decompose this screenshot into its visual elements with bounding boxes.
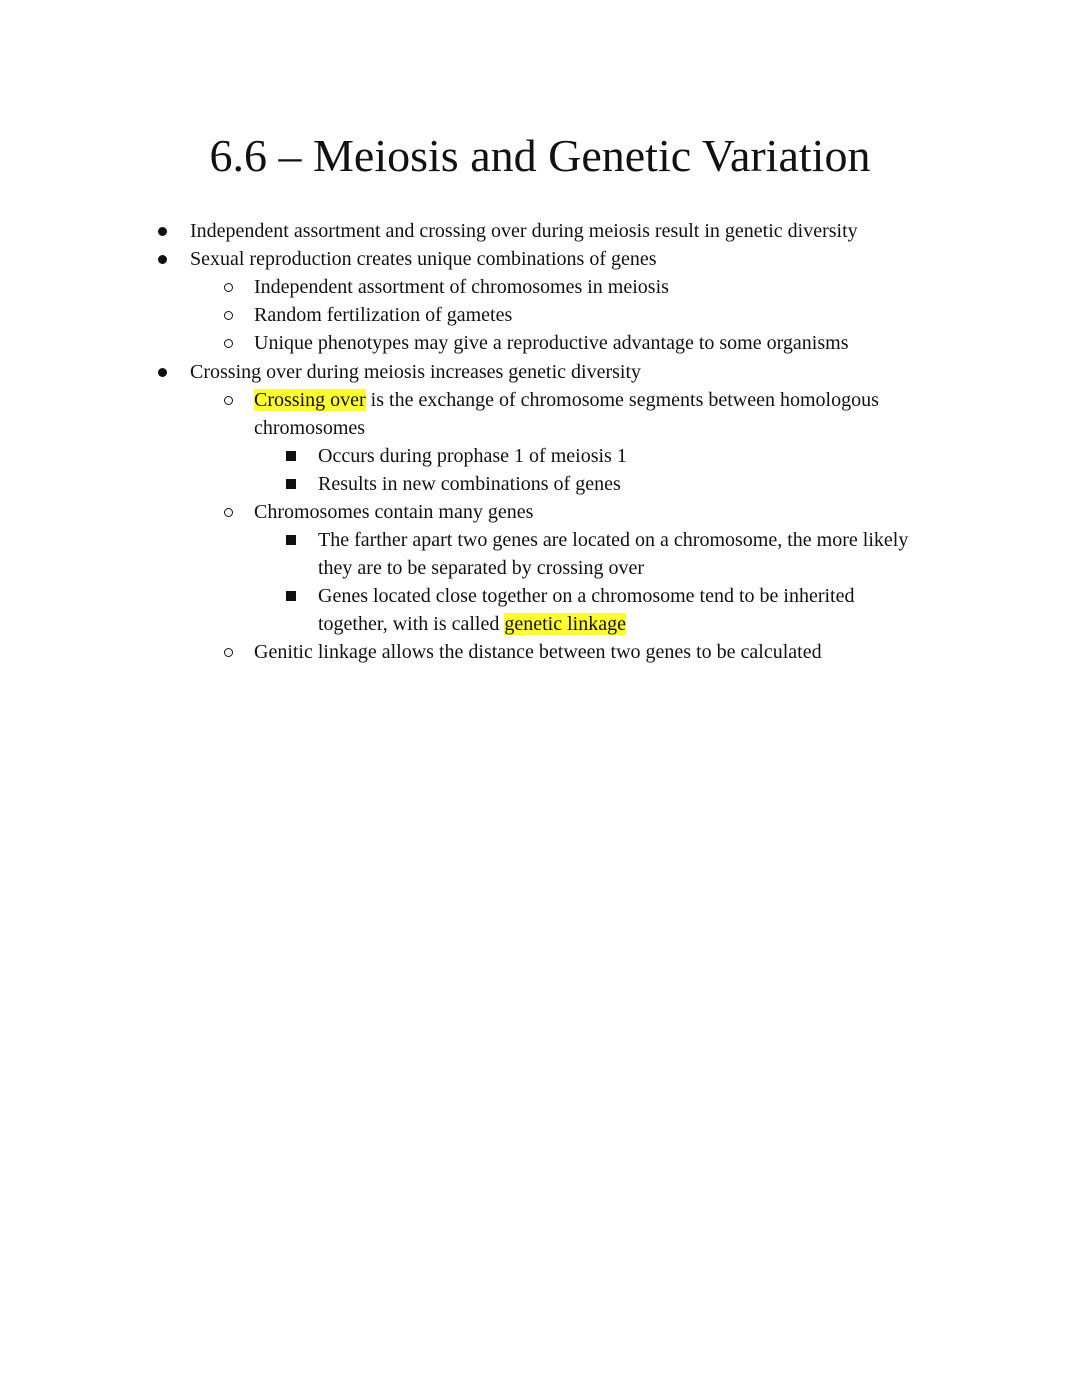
list-item-text: together, with is called [318,613,505,635]
disc-bullet-icon [158,217,167,236]
list-item: Crossing over during meiosis increases genetic diversity [190,361,642,383]
list-item: Sexual reproduction creates unique combinations of genes [190,248,657,270]
list-item: The farther apart two genes are located on a chromosome, the more likely [318,529,909,551]
square-bullet-icon [286,442,296,461]
list-item: Occurs during prophase 1 of meiosis 1 [318,445,627,467]
list-item-continuation [318,610,626,638]
list-item: Genes located close together on a chromosome tend to be inherited [318,585,855,607]
list-item: Unique phenotypes may give a reproductive advantage to some organisms [254,332,849,354]
list-item: Chromosomes contain many genes [254,501,534,523]
highlighted-term: Crossing over [254,389,366,411]
list-item-continuation: they are to be separated by crossing over [318,557,644,579]
list-item-text: is the exchange of chromosome segments between homologous [365,389,879,411]
disc-bullet-icon [158,245,167,264]
list-item: Genitic linkage allows the distance between two genes to be calculated [254,641,822,663]
circle-bullet-icon [224,638,233,657]
circle-bullet-icon [224,498,233,517]
list-item: Independent assortment of chromosomes in meiosis [254,276,669,298]
list-item [254,386,879,414]
circle-bullet-icon [224,329,233,348]
disc-bullet-icon [158,358,167,377]
list-item: Results in new combinations of genes [318,473,621,495]
circle-bullet-icon [224,301,233,320]
square-bullet-icon [286,582,296,601]
list-item-continuation: chromosomes [254,417,366,439]
list-item: Random fertilization of gametes [254,304,513,326]
circle-bullet-icon [224,273,233,292]
square-bullet-icon [286,470,296,489]
highlighted-term: genetic linkage [504,613,626,635]
square-bullet-icon [286,526,296,545]
document-title: 6.6 – Meiosis and Genetic Variation [209,130,871,181]
circle-bullet-icon [224,386,233,405]
list-item: Independent assortment and crossing over during meiosis result in genetic diversity [190,220,858,242]
